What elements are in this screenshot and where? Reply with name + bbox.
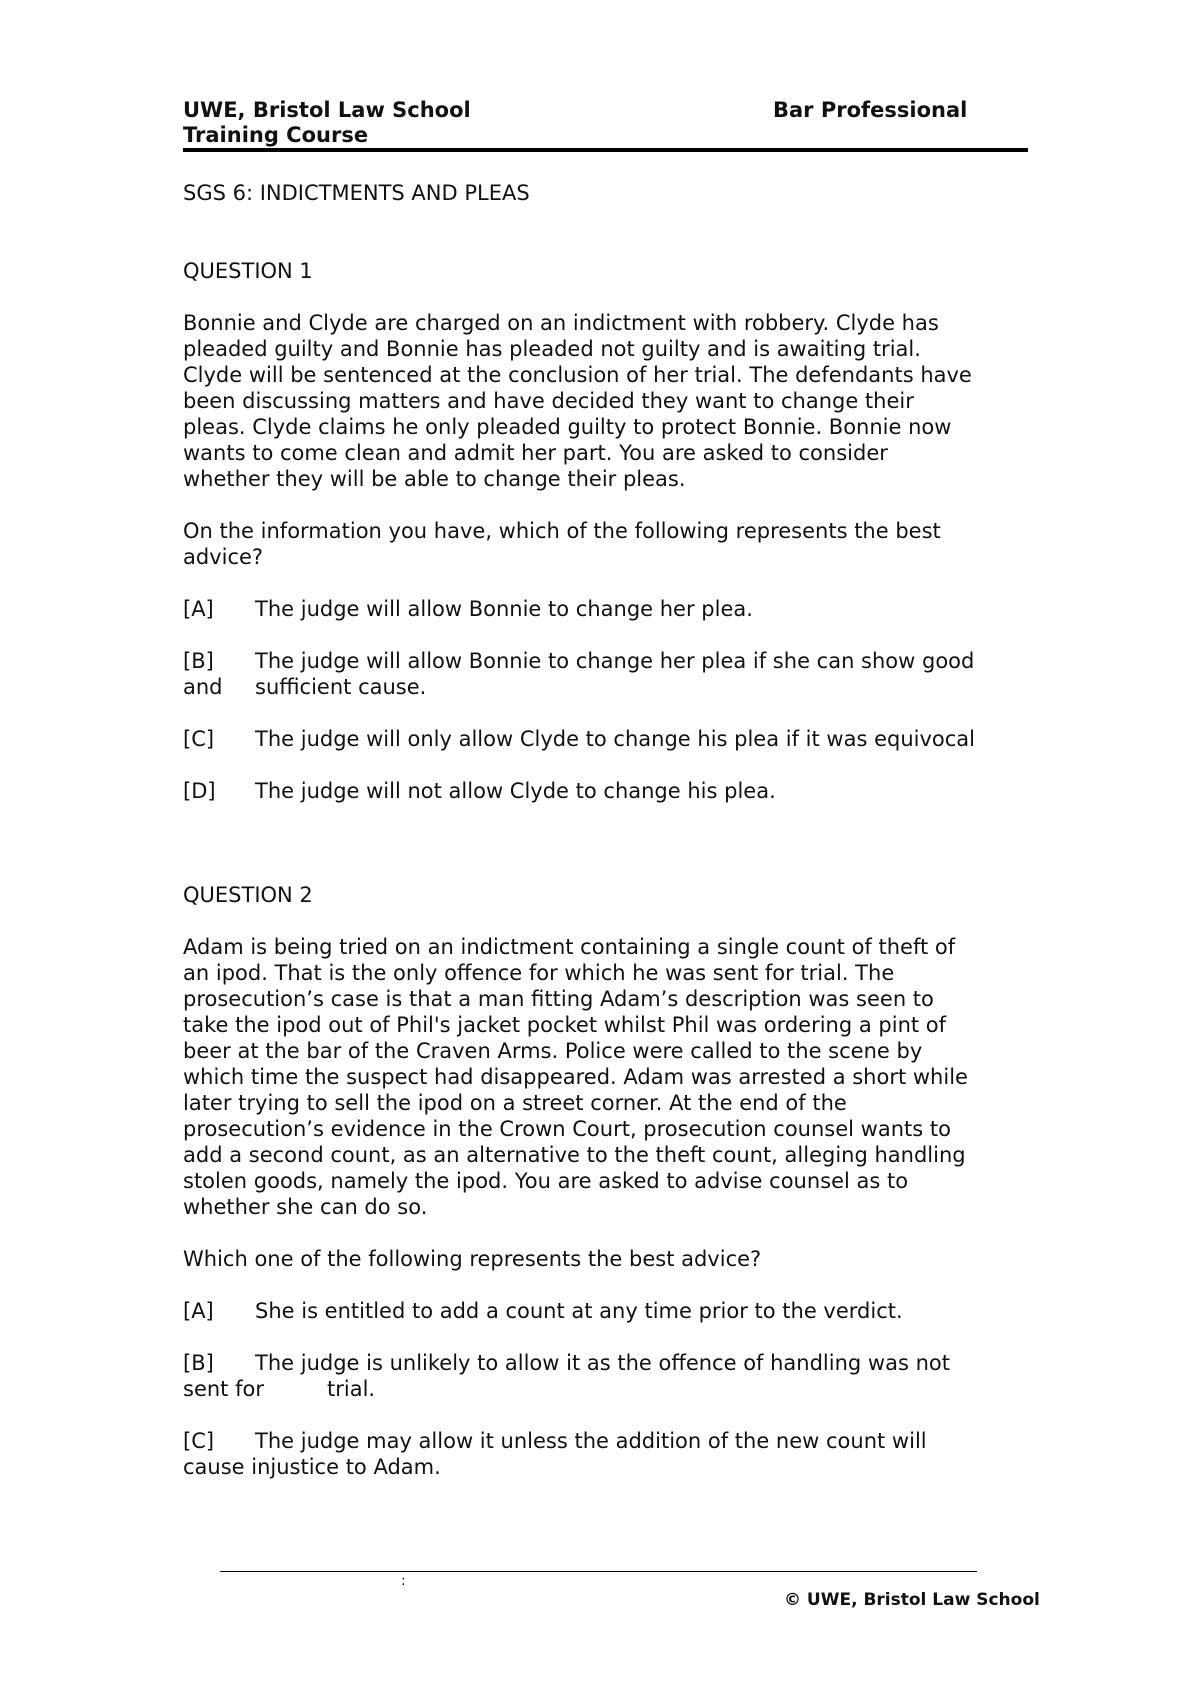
paragraph-line: Clyde will be sentenced at the conclusion of her trial. The defendants have [183,363,972,387]
option-label: [B] [183,649,214,673]
option-label: [A] [183,597,214,621]
header-course-part1: Bar Professional [773,98,968,122]
option-text: The judge will not allow Clyde to change his plea. [255,779,776,803]
prompt-line: Which one of the following represents the best advice? [183,1247,762,1271]
question-1-heading: QUESTION 1 [183,259,313,283]
option-text-lead: sent for [183,1377,264,1401]
option-label: [A] [183,1299,214,1323]
paragraph-line: later trying to sell the ipod on a street corner. At the end of the [183,1091,847,1115]
paragraph-line: add a second count, as an alternative to the theft count, alleging handling [183,1143,966,1167]
footer-colon: : [401,1573,406,1589]
option-text: She is entitled to add a count at any time prior to the verdict. [255,1299,903,1323]
question-2-heading: QUESTION 2 [183,883,313,907]
option-text: The judge will only allow Clyde to change his plea if it was equivocal [255,727,975,751]
footer-rule [220,1571,977,1572]
question-1-paragraph [183,310,1043,492]
option-text-lead: and [183,675,223,699]
prompt-line: On the information you have, which of the following represents the best [183,519,941,543]
paragraph-line: pleaded guilty and Bonnie has pleaded not guilty and is awaiting trial. [183,337,921,361]
page-title: SGS 6: INDICTMENTS AND PLEAS [183,181,530,205]
paragraph-line: been discussing matters and have decided they want to change their [183,389,914,413]
paragraph-line: Bonnie and Clyde are charged on an indictment with robbery. Clyde has [183,311,939,335]
paragraph-line: take the ipod out of Phil's jacket pocket whilst Phil was ordering a pint of [183,1013,947,1037]
option-label: [C] [183,1429,215,1453]
question-1-option-d [183,778,1043,804]
question-2-paragraph [183,934,1043,1220]
question-1-prompt [183,518,1043,570]
paragraph-line: stolen goods, namely the ipod. You are asked to advise counsel as to [183,1169,909,1193]
question-2-option-a [183,1298,1043,1324]
paragraph-line: prosecution’s evidence in the Crown Court, prosecution counsel wants to [183,1117,951,1141]
paragraph-line: whether they will be able to change their pleas. [183,467,686,491]
question-2-prompt [183,1246,1043,1272]
paragraph-line: prosecution’s case is that a man fitting Adam’s description was seen to [183,987,934,1011]
question-2-option-c [183,1428,1043,1480]
question-2-option-b [183,1350,1043,1402]
header-course-part2: Training Course [183,123,369,147]
option-text: The judge may allow it unless the addition of the new count will [255,1429,927,1453]
option-label: [C] [183,727,215,751]
paragraph-line: Adam is being tried on an indictment containing a single count of theft of [183,935,956,959]
paragraph-line: an ipod. That is the only offence for which he was sent for trial. The [183,961,895,985]
question-1-option-a [183,596,1043,622]
question-1-option-c [183,726,1043,752]
paragraph-line: whether she can do so. [183,1195,428,1219]
footer-copyright: © UWE, Bristol Law School [784,1590,1040,1610]
question-1-option-b [183,648,1043,700]
paragraph-line: which time the suspect had disappeared. Adam was arrested a short while [183,1065,968,1089]
header-institution: UWE, Bristol Law School [183,98,471,122]
option-label: [B] [183,1351,214,1375]
option-text: The judge is unlikely to allow it as the offence of handling was not [255,1351,950,1375]
option-text-continued: sufficient cause. [255,675,427,699]
option-label: [D] [183,779,216,803]
option-text-continued: trial. [327,1377,376,1401]
prompt-line: advice? [183,545,264,569]
header-rule [183,148,1028,152]
paragraph-line: beer at the bar of the Craven Arms. Police were called to the scene by [183,1039,923,1063]
option-text: The judge will allow Bonnie to change her plea. [255,597,753,621]
paragraph-line: pleas. Clyde claims he only pleaded guilty to protect Bonnie. Bonnie now [183,415,952,439]
option-text: The judge will allow Bonnie to change her plea if she can show good [255,649,975,673]
paragraph-line: wants to come clean and admit her part. You are asked to consider [183,441,888,465]
option-text-continued: cause injustice to Adam. [183,1455,441,1479]
